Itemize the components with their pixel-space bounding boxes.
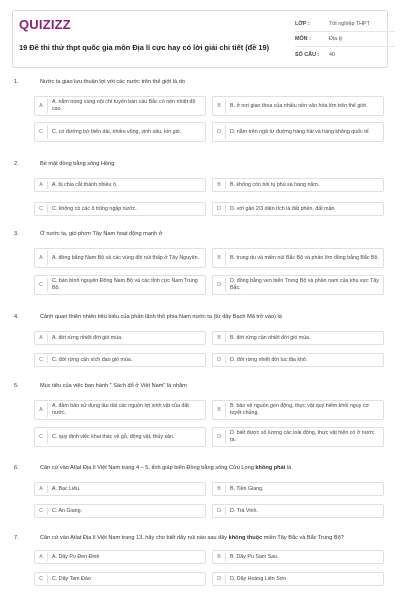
question-text-part: Căn cứ vào Atlat Địa lí Việt Nam trang 13, hãy cho biết dãy núi nào sau đây [40,535,229,541]
option-d[interactable] [212,275,384,295]
option-letter: D [213,356,226,364]
option-letter: C [35,575,48,583]
option-text: D. đồng bằng ven biển Trung Bộ và phần nam của khu vực Tây Bắc. [230,278,379,291]
option-letter: B [213,553,226,561]
option-text: B. Tiền Giang. [230,485,264,492]
meta-value: Địa lý [329,36,343,42]
option-letter: C [35,507,48,515]
question-3 [12,230,388,298]
option-a[interactable] [34,331,206,345]
meta-key: LỚP : [295,21,310,27]
option-letter: D [213,507,226,515]
option-text: A. đảm bảo sử dụng lâu dài các nguồn lợi sinh vật của đất nước. [52,403,189,416]
question-number: 3. [14,231,19,237]
quizizz-logo: QUIZIZZ [19,17,71,32]
option-c[interactable] [34,504,206,518]
question-text: Bề mặt đồng bằng sông Hồng [40,161,115,167]
question-text-part: Căn cứ vào Atlat Địa lí Việt Nam trang 4 – 5, tỉnh giáp biển Đồng bằng sông Cửu Long [40,465,256,471]
question-text [40,534,388,542]
option-letter: C [35,125,48,139]
meta-row-subject [295,32,395,47]
option-letter: B [213,251,226,265]
option-text: C. không có các ô trũng ngập nước. [52,205,137,212]
meta-row-class [295,17,395,32]
question-number: 2. [14,161,19,167]
question-number: 1. [14,79,19,85]
option-text: D. Dãy Hoàng Liên Sơn [230,575,287,582]
option-a[interactable] [34,482,206,496]
option-text: D. Trà Vinh. [230,507,258,514]
option-text: B. bảo vệ nguồn gen động, thực vật quý hiếm khỏi nguy cơ tuyệt chủng. [230,403,369,416]
option-letter: A [35,485,48,493]
option-text: C. đới rừng cận xích đạo gió mùa. [52,356,133,363]
meta-key: MÔN : [295,36,311,42]
option-text: A. Dãy Pu Đen Đinh [52,553,100,560]
question-4 [12,313,388,375]
meta-value: 40 [329,51,335,58]
question-7 [12,534,388,594]
option-text: D. đới rừng nhiệt đới lục địa khô. [230,356,308,363]
option-text: C. bán bình nguyên Đông Nam Bộ và các tỉnh cực Nam Trung Bộ. [52,278,198,291]
meta-row-count [295,47,395,62]
option-text: C. Dãy Tam Đảo [52,575,91,582]
question-number: 4. [14,314,19,320]
option-a[interactable] [34,400,206,420]
option-text: B. không còn bồi tụ phù sa hàng năm. [230,181,320,188]
option-b[interactable] [212,96,384,116]
option-b[interactable] [212,482,384,496]
option-a[interactable] [34,248,206,268]
question-text-emphasis: không phải [255,465,286,471]
option-b[interactable] [212,550,384,564]
option-letter: D [213,125,226,139]
option-letter: C [35,205,48,213]
option-b[interactable] [212,331,384,345]
option-letter: D [213,205,226,213]
option-b[interactable] [212,178,384,192]
option-letter: C [35,430,48,444]
option-text: A. bị chia cắt thành nhiều ô. [52,181,118,188]
option-letter: B [213,334,226,342]
question-text-part: là [285,465,292,471]
option-text: C. quy định việc khai thác về gỗ, động vật, thủy sản. [52,433,175,440]
question-text-emphasis: không thuộc [228,535,263,541]
option-a[interactable] [34,550,206,564]
question-text: Mục tiêu của việc ban hành " Sách đỏ ở Việt Nam" là nhằm [40,383,187,389]
option-letter: B [213,181,226,189]
option-text: A. nằm trong vùng nội chí tuyến bán cầu Bắc có nền nhiệt độ cao. [52,99,196,112]
option-d[interactable] [212,122,384,142]
option-d[interactable] [212,504,384,518]
option-letter: C [35,356,48,364]
option-text: C. có đường bờ biển dài, nhiều vũng, vịnh sâu, kín gió. [52,128,182,135]
worksheet-header [12,10,388,68]
option-b[interactable] [212,400,384,420]
option-text: D. với gần 2/3 diện tích là đất phèn, đất mặn [230,205,335,212]
option-text: D. nằm trên ngã tư đường hàng hải và hàng không quốc tế [230,128,369,135]
meta-key: SỐ CÂU : [295,51,320,58]
option-d[interactable] [212,202,384,216]
option-c[interactable] [34,122,206,142]
question-2 [12,160,388,222]
option-c[interactable] [34,353,206,367]
question-text-part: miền Tây Bắc và Bắc Trung Bộ? [262,535,344,541]
option-letter: A [35,403,48,417]
option-letter: A [35,251,48,265]
question-text: Nước ta giao lưu thuận lợi với các nước trên thế giới là do [40,79,185,85]
option-text: B. Dãy Pu Sam Sao. [230,553,279,560]
option-letter: D [213,430,226,444]
option-letter: A [35,334,48,342]
question-5 [12,382,388,450]
option-text: B. trung du và miền núi Bắc Bộ và phần lớn đồng bằng Bắc Bộ. [230,254,379,261]
option-c[interactable] [34,202,206,216]
option-letter: A [35,553,48,561]
option-letter: C [35,278,48,292]
option-letter: A [35,181,48,189]
option-d[interactable] [212,353,384,367]
option-b[interactable] [212,248,384,268]
meta-table [295,17,395,62]
meta-value: Tốt nghiệp THPT [329,21,370,27]
option-text: A. đồng bằng Nam Bộ và các vùng đồi núi thấp ở Tây Nguyên. [52,254,200,261]
option-letter: B [213,403,226,417]
option-c[interactable] [34,427,206,447]
option-text: B. đới rừng cận nhiệt đới gió mùa. [230,334,311,341]
option-letter: B [213,485,226,493]
option-letter: B [213,99,226,113]
question-number: 6. [14,465,19,471]
option-text: C. An Giang. [52,507,83,514]
option-a[interactable] [34,96,206,116]
question-text [40,464,388,472]
question-text: Ở nước ta, gió phơn Tây Nam hoạt động mạnh ở [40,231,163,237]
option-c[interactable] [34,275,206,295]
option-text: A. đới rừng nhiệt đới gió mùa. [52,334,123,341]
option-letter: D [213,278,226,292]
question-text: Cảnh quan thiên nhiên tiêu biểu của phần lãnh thổ phía Nam nước ta (từ dãy Bạch Mã trở vào) là [40,314,282,320]
option-d[interactable] [212,572,384,586]
document-title: 19 Đề thi thử thpt quốc gia môn Địa lí cực hay có lời giải chi tiết (đề 19) [19,43,270,52]
option-letter: A [35,99,48,113]
option-d[interactable] [212,427,384,447]
option-text: D. biết được số lượng các loài động, thực vật hiện có ở nước ta. [230,430,375,443]
question-1 [12,78,388,144]
option-text: B. ở nơi giao thoa của nhiều nền văn hóa lớn trên thế giới. [230,102,368,109]
option-letter: D [213,575,226,583]
question-number: 5. [14,383,19,389]
question-number: 7. [14,535,19,541]
option-a[interactable] [34,178,206,192]
question-6 [12,464,388,526]
option-c[interactable] [34,572,206,586]
option-text: A. Bạc Liêu. [52,485,81,492]
